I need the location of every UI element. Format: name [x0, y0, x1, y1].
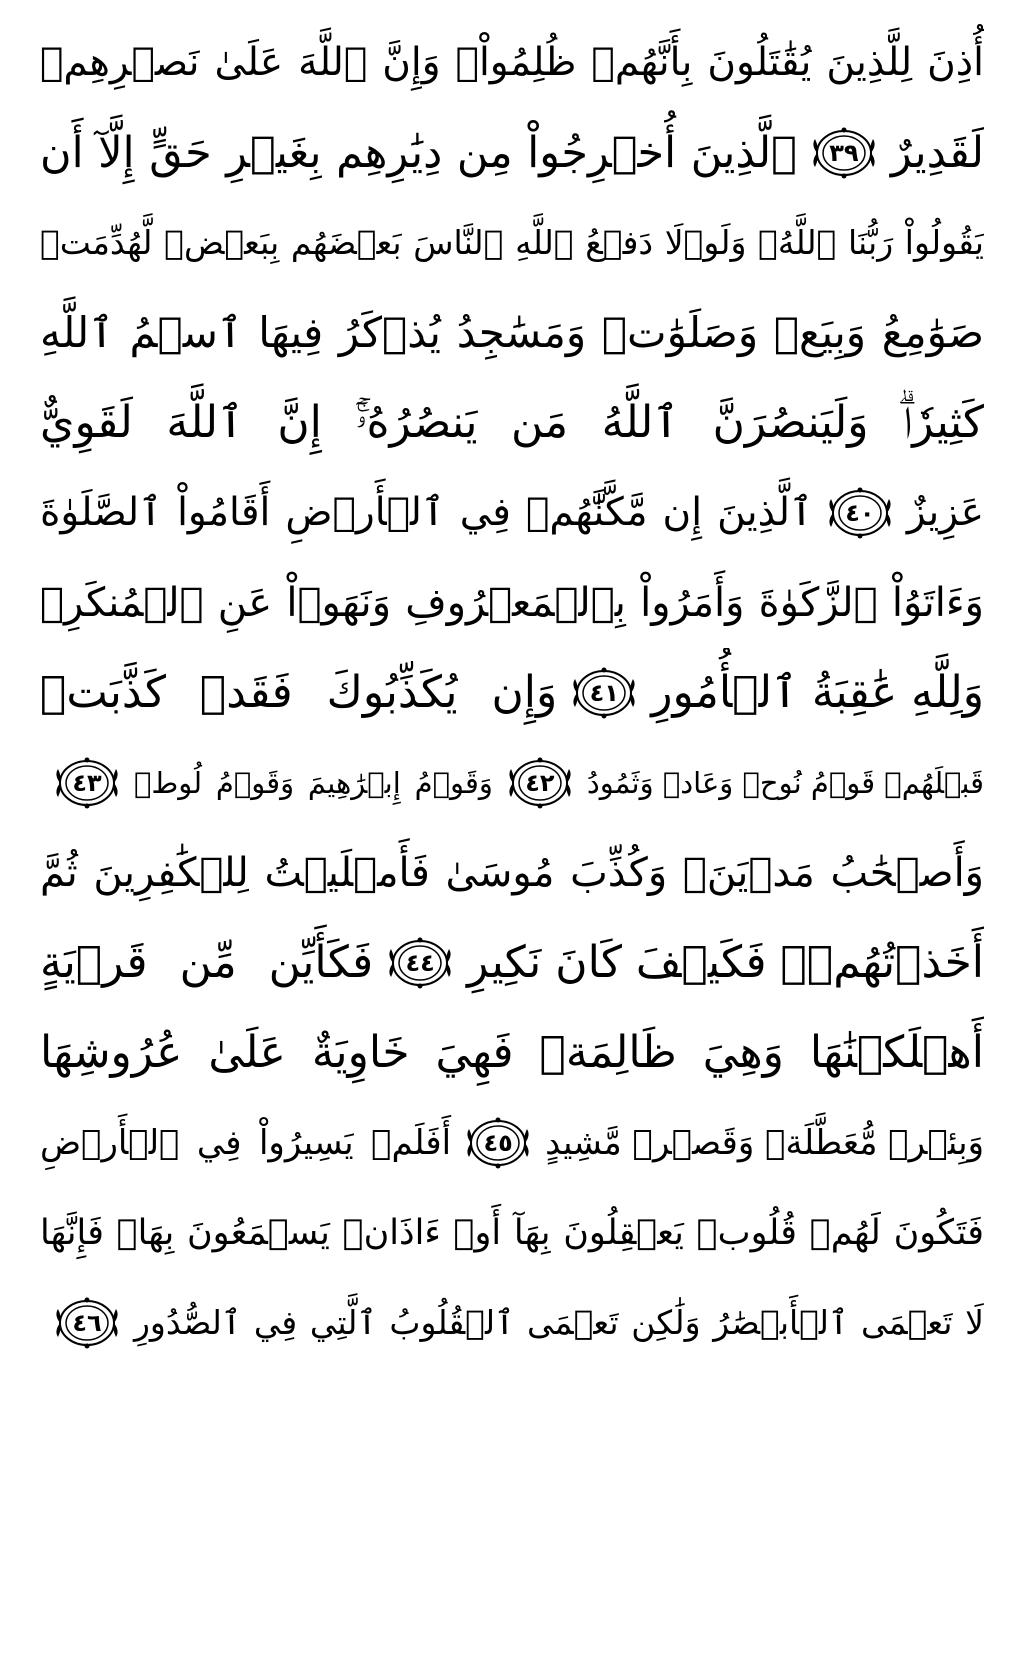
text-segment: وَإِن يُكَذِّبُوكَ فَقَدۡ كَذَّبَتۡ	[40, 667, 558, 718]
verse-end-marker	[50, 755, 124, 811]
text-segment: أَهۡلَكۡنَٰهَا وَهِيَ ظَالِمَةٞ فَهِيَ خَاوِيَةٌ عَلَىٰ عُرُوشِهَا	[40, 1027, 984, 1078]
text-segment: وَقَوۡمُ إِبۡرَٰهِيمَ وَقَوۡمُ لُوطٖ	[134, 766, 493, 800]
text-line-14	[40, 1188, 984, 1278]
mushaf-page	[40, 18, 984, 1640]
text-segment: صَوَٰمِعُ وَبِيَعٞ وَصَلَوَٰتٞ وَمَسَٰجِدُ يُذۡكَرُ فِيهَا ٱسۡمُ ٱللَّهِ	[40, 308, 984, 357]
verse-end-marker	[567, 665, 641, 721]
text-line-10	[40, 828, 984, 918]
verse-number: ٤٣	[72, 769, 102, 797]
text-segment: ٱلَّذِينَ أُخۡرِجُواْ مِن دِيَٰرِهِم بِغَيۡرِ حَقٍّ إِلَّآ أَن	[40, 128, 797, 178]
text-segment: وَأَصۡحَٰبُ مَدۡيَنَۖ وَكُذِّبَ مُوسَىٰ فَأَمۡلَيۡتُ لِلۡكَٰفِرِينَ ثُمَّ	[40, 850, 984, 896]
verse-end-marker	[383, 935, 457, 991]
text-segment: ٱلَّذِينَ إِن مَّكَّنَّٰهُمۡ فِي ٱلۡأَرۡضِ أَقَامُواْ ٱلصَّلَوٰةَ	[40, 490, 813, 535]
verse-number: ٤٠	[845, 499, 875, 527]
text-line-12	[40, 1008, 984, 1098]
text-line-11	[40, 918, 984, 1008]
verse-number: ٤٦	[72, 1309, 102, 1337]
text-segment: وَبِئۡرٖ مُّعَطَّلَةٖ وَقَصۡرٖ مَّشِيدٍ	[545, 1123, 984, 1163]
verse-number: ٤٢	[525, 769, 555, 797]
text-line-3	[40, 198, 984, 288]
text-line-4	[40, 288, 984, 378]
verse-end-marker	[503, 755, 577, 811]
text-line-6	[40, 468, 984, 558]
text-line-5	[40, 378, 984, 468]
text-segment: وَلِلَّهِ عَٰقِبَةُ ٱلۡأُمُورِ	[651, 667, 984, 718]
text-line-1	[40, 18, 984, 108]
text-segment: لَقَدِيرٌ	[890, 128, 984, 178]
text-line-8	[40, 648, 984, 738]
text-segment: لَا تَعۡمَى ٱلۡأَبۡصَٰرُ وَلَٰكِن تَعۡمَى ٱلۡقُلُوبُ ٱلَّتِي فِي ٱلصُّدُورِ	[134, 1303, 984, 1342]
text-segment: يَقُولُواْ رَبُّنَا ٱللَّهُۗ وَلَوۡلَا دَفۡعُ ٱللَّهِ ٱلنَّاسَ بَعۡضَهُم بِبَعۡضٖ لَّهُدِّمَتۡ	[40, 223, 984, 262]
text-line-7	[40, 558, 984, 648]
text-segment: وَءَاتَوُاْ ٱلزَّكَوٰةَ وَأَمَرُواْ بِٱلۡمَعۡرُوفِ وَنَهَوۡاْ عَنِ ٱلۡمُنكَرِۗ	[40, 580, 984, 626]
text-line-9	[40, 738, 984, 828]
verse-number: ٤٤	[405, 949, 435, 977]
verse-number: ٤٥	[483, 1129, 513, 1157]
text-segment: أَفَلَمۡ يَسِيرُواْ فِي ٱلۡأَرۡضِ	[40, 1123, 452, 1163]
verse-end-marker	[50, 1295, 124, 1351]
verse-number: ٤١	[589, 679, 619, 707]
verse-end-marker	[461, 1115, 535, 1171]
text-segment: قَبۡلَهُمۡ قَوۡمُ نُوحٖ وَعَادٞ وَثَمُودُ	[586, 766, 984, 800]
text-segment: أُذِنَ لِلَّذِينَ يُقَٰتَلُونَ بِأَنَّهُمۡ ظُلِمُواْۚ وَإِنَّ ٱللَّهَ عَلَىٰ نَصۡرِهِمۡ	[40, 40, 984, 85]
text-segment: كَثِيرٗاۗ وَلَيَنصُرَنَّ ٱللَّهُ مَن يَنصُرُهُۥٓۚ إِنَّ ٱللَّهَ لَقَوِيٌّ	[40, 397, 984, 448]
text-segment: عَزِيزٌ	[906, 490, 984, 535]
text-segment: فَكَأَيِّن مِّن قَرۡيَةٍ	[40, 937, 374, 988]
verse-number: ٣٩	[829, 139, 859, 167]
text-line-13	[40, 1098, 984, 1188]
verse-end-marker	[807, 125, 881, 181]
text-line-2	[40, 108, 984, 198]
text-segment: فَتَكُونَ لَهُمۡ قُلُوبٞ يَعۡقِلُونَ بِهَآ أَوۡ ءَاذَانٞ يَسۡمَعُونَ بِهَاۖ فَإِنَّهَا	[40, 1213, 984, 1253]
text-segment: أَخَذۡتُهُمۡۖ فَكَيۡفَ كَانَ نَكِيرِ	[467, 937, 984, 988]
verse-end-marker	[823, 485, 897, 541]
text-line-15	[40, 1278, 984, 1368]
